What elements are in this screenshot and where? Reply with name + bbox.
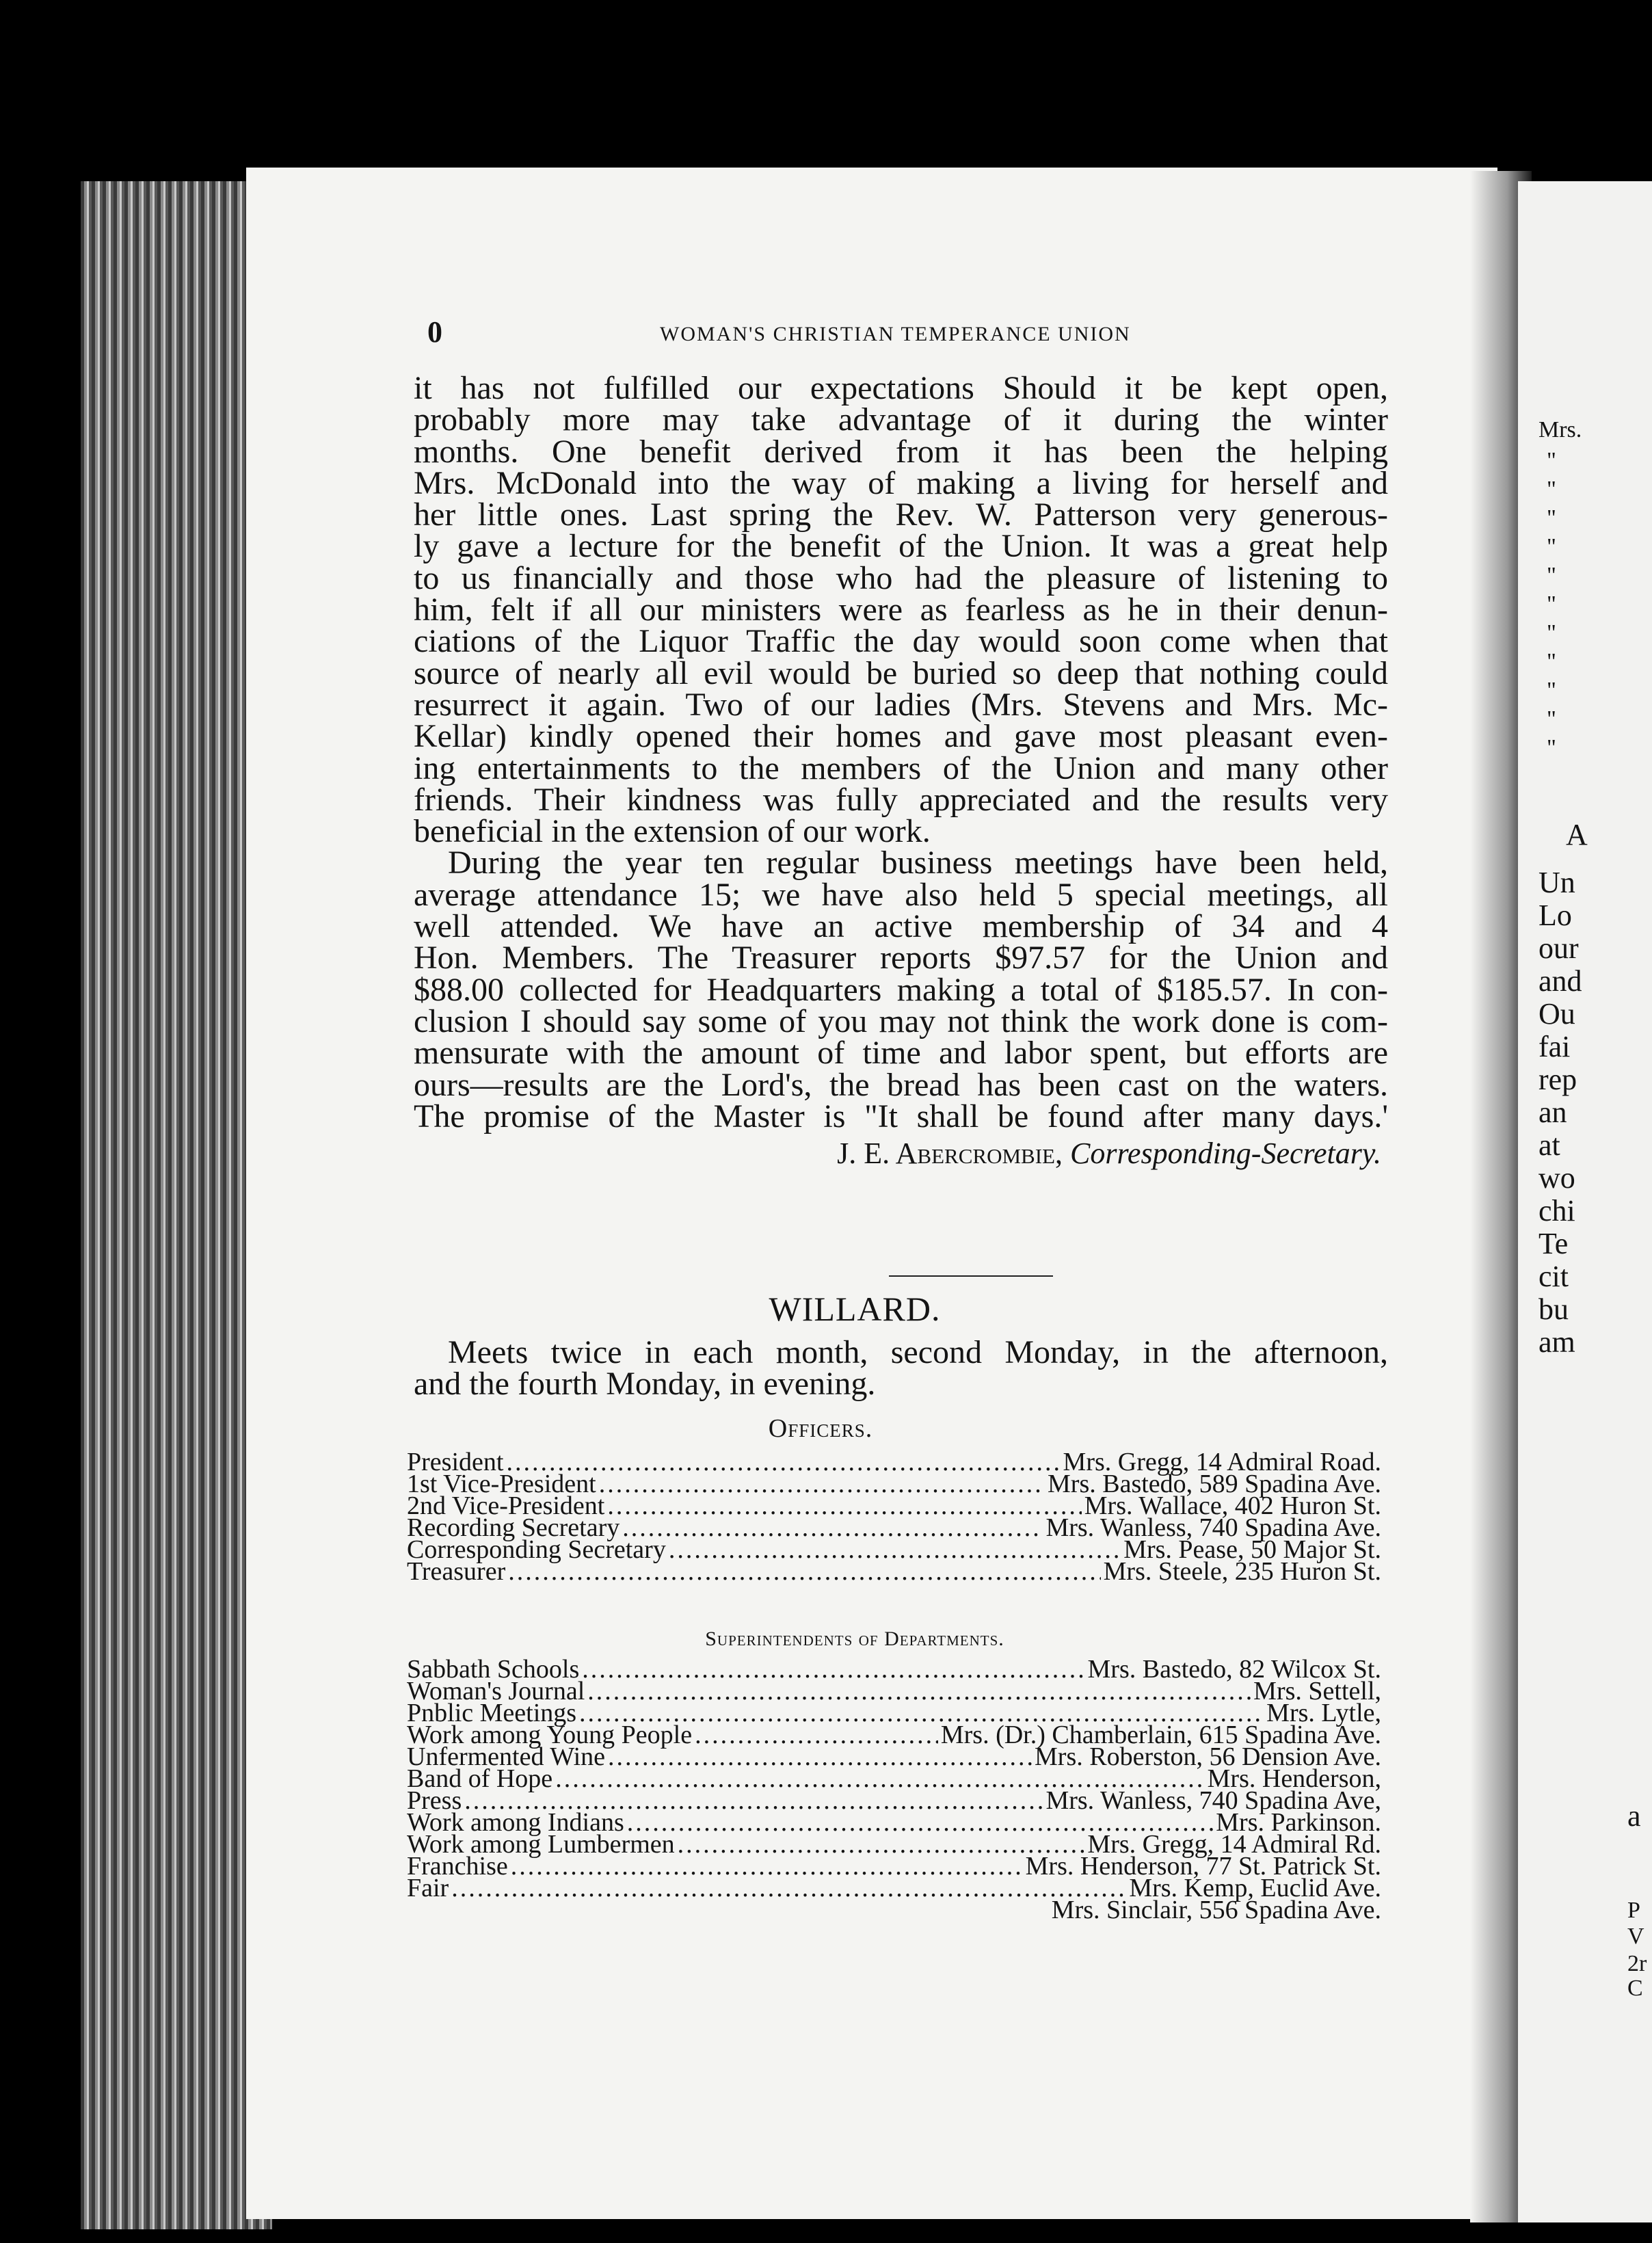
department-name: Work among Indians <box>407 1808 624 1837</box>
officer-name: Mrs. Bastedo, 589 Spadina Ave. <box>1048 1470 1381 1498</box>
leader-dots <box>599 1473 1045 1495</box>
leader-dots <box>695 1724 938 1746</box>
right-page-text: V <box>1627 1924 1644 1949</box>
officer-role: Corresponding Secretary <box>407 1535 666 1564</box>
running-head: WOMAN'S CHRISTIAN TEMPERANCE UNION <box>660 323 1131 345</box>
report-line: Hon. Members. The Treasurer reports $97.57 for the Union and <box>414 940 1388 977</box>
leader-dots <box>607 1495 1081 1517</box>
report-line: average attendance 15; we have also held 5 special meetings, all <box>414 876 1388 913</box>
right-page-text: " <box>1547 678 1556 703</box>
leader-dots <box>669 1539 1121 1561</box>
right-page-fragment <box>1518 181 1652 2222</box>
superintendent-name: Mrs. Wanless, 740 Spadina Ave, <box>1045 1786 1381 1815</box>
department-name: Sabbath Schools <box>407 1655 580 1684</box>
right-page-text: rep <box>1538 1063 1577 1096</box>
right-page-text: Ou <box>1538 997 1575 1031</box>
superintendents-list <box>407 1655 1381 1924</box>
report-line: resurrect it again. Two of our ladies (Mrs. Stevens and Mrs. Mc- <box>414 686 1388 723</box>
report-line: Kellar) kindly opened their homes and gave most pleasant even- <box>414 718 1388 755</box>
right-page-text: am <box>1538 1325 1575 1359</box>
department-name: Press <box>407 1786 462 1815</box>
signature-title: Corresponding-Secretary. <box>1069 1137 1381 1171</box>
department-name: Work among Young People <box>407 1721 693 1749</box>
superintendent-name: Mrs. Kemp, Euclid Ave. <box>1129 1874 1381 1902</box>
right-page-text: Mrs. <box>1538 417 1582 442</box>
right-page-text: a <box>1627 1799 1641 1833</box>
report-line: ours—results are the Lord's, the bread has been cast on the waters. <box>414 1066 1388 1103</box>
report-line: her little ones. Last spring the Rev. W. Patterson very generous- <box>414 496 1388 533</box>
report-line: During the year ten regular business meetings have been held, <box>448 845 1388 881</box>
superintendent-name: Mrs. Roberston, 56 Dension Ave. <box>1035 1742 1381 1771</box>
right-page-text: fai <box>1538 1030 1571 1063</box>
leader-dots <box>508 1561 1100 1582</box>
report-line: ly gave a lecture for the benefit of the Union. It was a great help <box>414 528 1388 565</box>
right-page-text: " <box>1547 448 1556 473</box>
officer-role: President <box>407 1448 504 1476</box>
report-line: it has not fulfilled our expectations Should it be kept open, <box>414 370 1388 406</box>
officer-role: 1st Vice-President <box>407 1470 596 1498</box>
officers-heading: Officers. <box>768 1414 873 1443</box>
department-name: Work among Lumbermen <box>407 1830 675 1859</box>
right-page-text: " <box>1547 649 1556 674</box>
right-page-text: at <box>1538 1128 1560 1162</box>
report-line: well attended. We have an active membership of 34 and 4 <box>414 908 1388 945</box>
right-page-text: cit <box>1538 1260 1569 1293</box>
report-line: source of nearly all evil would be buried so deep that nothing could <box>414 654 1388 691</box>
superintendent-name: Mrs. Henderson, <box>1207 1764 1381 1793</box>
report-line: probably more may take advantage of it during the winter <box>414 401 1388 438</box>
officer-role: 2nd Vice-President <box>407 1491 605 1520</box>
page-number: 0 <box>427 315 442 349</box>
right-page-text: an <box>1538 1096 1567 1129</box>
officer-row <box>407 1557 1381 1586</box>
superintendent-name: Mrs. Sinclair, 556 Spadina Ave. <box>1051 1896 1381 1924</box>
department-name: Woman's Journal <box>407 1677 585 1706</box>
officer-name: Mrs. Steele, 235 Huron St. <box>1103 1557 1381 1586</box>
leader-dots <box>587 1680 1251 1702</box>
right-page-text: and <box>1538 964 1582 998</box>
right-page-text: " <box>1547 735 1556 760</box>
superintendent-name: Mrs. Henderson, 77 St. Patrick St. <box>1025 1852 1381 1881</box>
right-page-text: " <box>1547 477 1556 502</box>
department-name: Fair <box>407 1874 449 1902</box>
leader-dots <box>608 1746 1032 1768</box>
meeting-line: and the fourth Monday, in evening. <box>414 1366 876 1402</box>
report-line: The promise of the Master is "It shall be found after many days.' <box>414 1098 1388 1134</box>
report-line: clusion I should say some of you may not think the work done is com- <box>414 1003 1388 1039</box>
meeting-schedule <box>414 1334 1388 1402</box>
report-line: Mrs. McDonald into the way of making a living for herself and <box>414 464 1388 501</box>
superintendent-row-continuation <box>407 1896 1381 1924</box>
right-page-text: Un <box>1538 866 1575 899</box>
leader-dots <box>678 1833 1085 1855</box>
right-page-text: P <box>1627 1898 1640 1923</box>
right-page-text: our <box>1538 931 1579 965</box>
superintendent-name: Mrs. Bastedo, 82 Wilcox St. <box>1087 1655 1381 1684</box>
right-page-text: bu <box>1538 1292 1569 1326</box>
report-line: $88.00 collected for Headquarters making a total of $185.57. In con- <box>414 971 1388 1008</box>
right-page-text: Lo <box>1538 899 1572 932</box>
superintendent-name: Mrs. Gregg, 14 Admiral Rd. <box>1087 1830 1381 1859</box>
right-page-text: C <box>1627 1976 1643 2001</box>
officer-name: Mrs. Gregg, 14 Admiral Road. <box>1063 1448 1381 1476</box>
report-line: beneficial in the extension of our work. <box>414 813 931 850</box>
signature-name: J. E. Abercrombie, <box>837 1137 1063 1171</box>
right-page-text: " <box>1547 534 1556 559</box>
report-line: months. One benefit derived from it has been the helping <box>414 433 1388 470</box>
right-page-text: " <box>1547 706 1556 732</box>
superintendent-name: Mrs. (Dr.) Chamberlain, 615 Spadina Ave. <box>940 1721 1381 1749</box>
report-line: friends. Their kindness was fully appreciated and the results very <box>414 781 1388 818</box>
right-page-text: " <box>1547 592 1556 617</box>
superintendent-name: Mrs. Parkinson. <box>1216 1808 1381 1837</box>
officers-list <box>407 1448 1381 1586</box>
right-page-text: A <box>1566 818 1588 851</box>
meeting-line: Meets twice in each month, second Monday, in the afternoon, <box>448 1334 1388 1370</box>
section-title-willard: WILLARD. <box>769 1290 941 1328</box>
leader-dots <box>582 1658 1084 1680</box>
leader-dots <box>511 1855 1023 1877</box>
report-line: him, felt if all our ministers were as fearless as he in their denun- <box>414 592 1388 628</box>
report-body <box>414 370 1388 1171</box>
report-line: ing entertainments to the members of the Union and many other <box>414 749 1388 786</box>
report-line: mensurate with the amount of time and labor spent, but efforts are <box>414 1035 1388 1072</box>
superintendents-heading: Superintendents of Departments. <box>705 1628 1004 1650</box>
report-line: to us financially and those who had the pleasure of listening to <box>414 559 1388 596</box>
right-page-text: Te <box>1538 1227 1569 1260</box>
signature <box>414 1138 1388 1169</box>
right-page-text: " <box>1547 620 1556 646</box>
officer-role: Treasurer <box>407 1557 506 1586</box>
report-line: ciations of the Liquor Traffic the day would soon come when that <box>414 623 1388 660</box>
right-page-text: wo <box>1538 1161 1575 1195</box>
right-page-text: " <box>1547 563 1556 588</box>
department-name: Unfermented Wine <box>407 1742 606 1771</box>
officer-name: Mrs. Wallace, 402 Huron St. <box>1084 1491 1381 1520</box>
superintendent-name: Mrs. Lytle, <box>1266 1699 1381 1727</box>
department-name: Pnblic Meetings <box>407 1699 577 1727</box>
right-page-text: " <box>1547 505 1556 531</box>
officer-name: Mrs. Pease, 50 Major St. <box>1123 1535 1381 1564</box>
department-name: Franchise <box>407 1852 508 1881</box>
officer-name: Mrs. Wanless, 740 Spadina Ave. <box>1045 1513 1381 1542</box>
book-page-edges <box>81 181 272 2229</box>
right-page-text: 2r <box>1627 1951 1647 1976</box>
officer-role: Recording Secretary <box>407 1513 620 1542</box>
leader-dots <box>451 1877 1126 1899</box>
leader-dots <box>622 1517 1043 1539</box>
department-name: Band of Hope <box>407 1764 553 1793</box>
superintendent-name: Mrs. Settell, <box>1253 1677 1381 1706</box>
right-page-text: chi <box>1538 1194 1575 1227</box>
section-divider <box>889 1275 1053 1277</box>
